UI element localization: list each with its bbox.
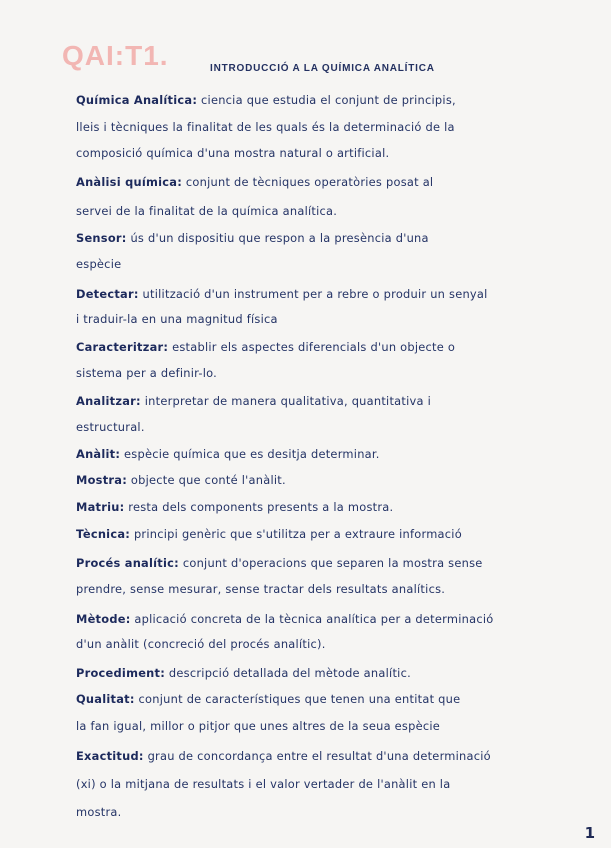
entry-term: Anàlisi química: [76, 175, 183, 189]
entry-line [76, 556, 483, 570]
entry-line [76, 612, 493, 626]
entry-text: conjunt de característiques que tenen una entitat que [138, 692, 461, 706]
entry-line [76, 447, 380, 461]
entry-line [76, 287, 488, 301]
entry-line: (xi) o la mitjana de resultats i el valor vertader de l'anàlit en la [76, 777, 451, 791]
page-number: 1 [584, 824, 595, 842]
entry-line: mostra. [76, 805, 122, 819]
entry-text: descripció detallada del mètode analític. [168, 666, 411, 680]
entry-line: sistema per a definir-lo. [76, 366, 218, 380]
entry-term: Procediment: [76, 666, 166, 680]
entry-text: ús d'un dispositiu que respon a la presència d'una [130, 231, 429, 245]
entry-line: lleis i tècniques la finalitat de les quals és la determinació de la [76, 120, 455, 134]
entry-term: Química Analítica: [76, 93, 198, 107]
entry-term: Mètode: [76, 612, 131, 626]
entry-text: conjunt de tècniques operatòries posat al [185, 175, 434, 189]
entry-term: Caracteritzar: [76, 340, 169, 354]
entry-line: d'un anàlit (concreció del procés analític). [76, 637, 326, 651]
entry-line [76, 473, 286, 487]
entry-text: grau de concordança entre el resultat d'una determinació [147, 749, 491, 763]
entry-line [76, 93, 456, 107]
entry-text: establir els aspectes diferencials d'un objecte o [172, 340, 456, 354]
entry-term: Qualitat: [76, 692, 135, 706]
entry-text: interpretar de manera qualitativa, quantitativa i [144, 394, 432, 408]
entry-line [76, 394, 431, 408]
entry-line: composició química d'una mostra natural o artificial. [76, 146, 390, 160]
entry-line [76, 749, 491, 763]
entry-text: objecte que conté l'anàlit. [130, 473, 286, 487]
entry-line: la fan igual, millor o pitjor que unes altres de la seua espècie [76, 719, 441, 733]
entry-text: aplicació concreta de la tècnica analítica per a determinació [134, 612, 494, 626]
entry-term: Detectar: [76, 287, 139, 301]
page-title: INTRODUCCIÓ A LA QUÍMICA ANALÍTICA [210, 63, 435, 74]
entry-line [76, 692, 460, 706]
entry-text: conjunt d'operacions que separen la mostra sense [182, 556, 483, 570]
entry-text: ciencia que estudia el conjunt de principis, [201, 93, 456, 107]
topic-code: QAI:T1. [62, 40, 169, 71]
entry-term: Procés analític: [76, 556, 179, 570]
entry-line [76, 500, 393, 514]
entry-line [76, 666, 411, 680]
entry-term: Exactitud: [76, 749, 144, 763]
entry-line: i traduir-la en una magnitud física [76, 312, 278, 326]
entry-line [76, 340, 455, 354]
entry-term: Tècnica: [76, 527, 131, 541]
entry-line: estructural. [76, 420, 145, 434]
entry-term: Sensor: [76, 231, 127, 245]
entry-line [76, 231, 429, 245]
entry-text: resta dels components presents a la mostra. [128, 500, 394, 514]
entry-line [76, 175, 433, 189]
entry-line: prendre, sense mesurar, sense tractar dels resultats analítics. [76, 582, 446, 596]
entry-text: principi genèric que s'utilitza per a extraure informació [133, 527, 462, 541]
entry-line [76, 527, 462, 541]
entry-term: Analitzar: [76, 394, 141, 408]
entry-text: utilització d'un instrument per a rebre o produir un senyal [142, 287, 488, 301]
entry-line: espècie [76, 257, 122, 271]
entry-term: Matriu: [76, 500, 125, 514]
entry-line: servei de la finalitat de la química analítica. [76, 204, 338, 218]
entry-text: espècie química que es desitja determinar. [124, 447, 380, 461]
entry-term: Mostra: [76, 473, 127, 487]
entry-term: Anàlit: [76, 447, 121, 461]
